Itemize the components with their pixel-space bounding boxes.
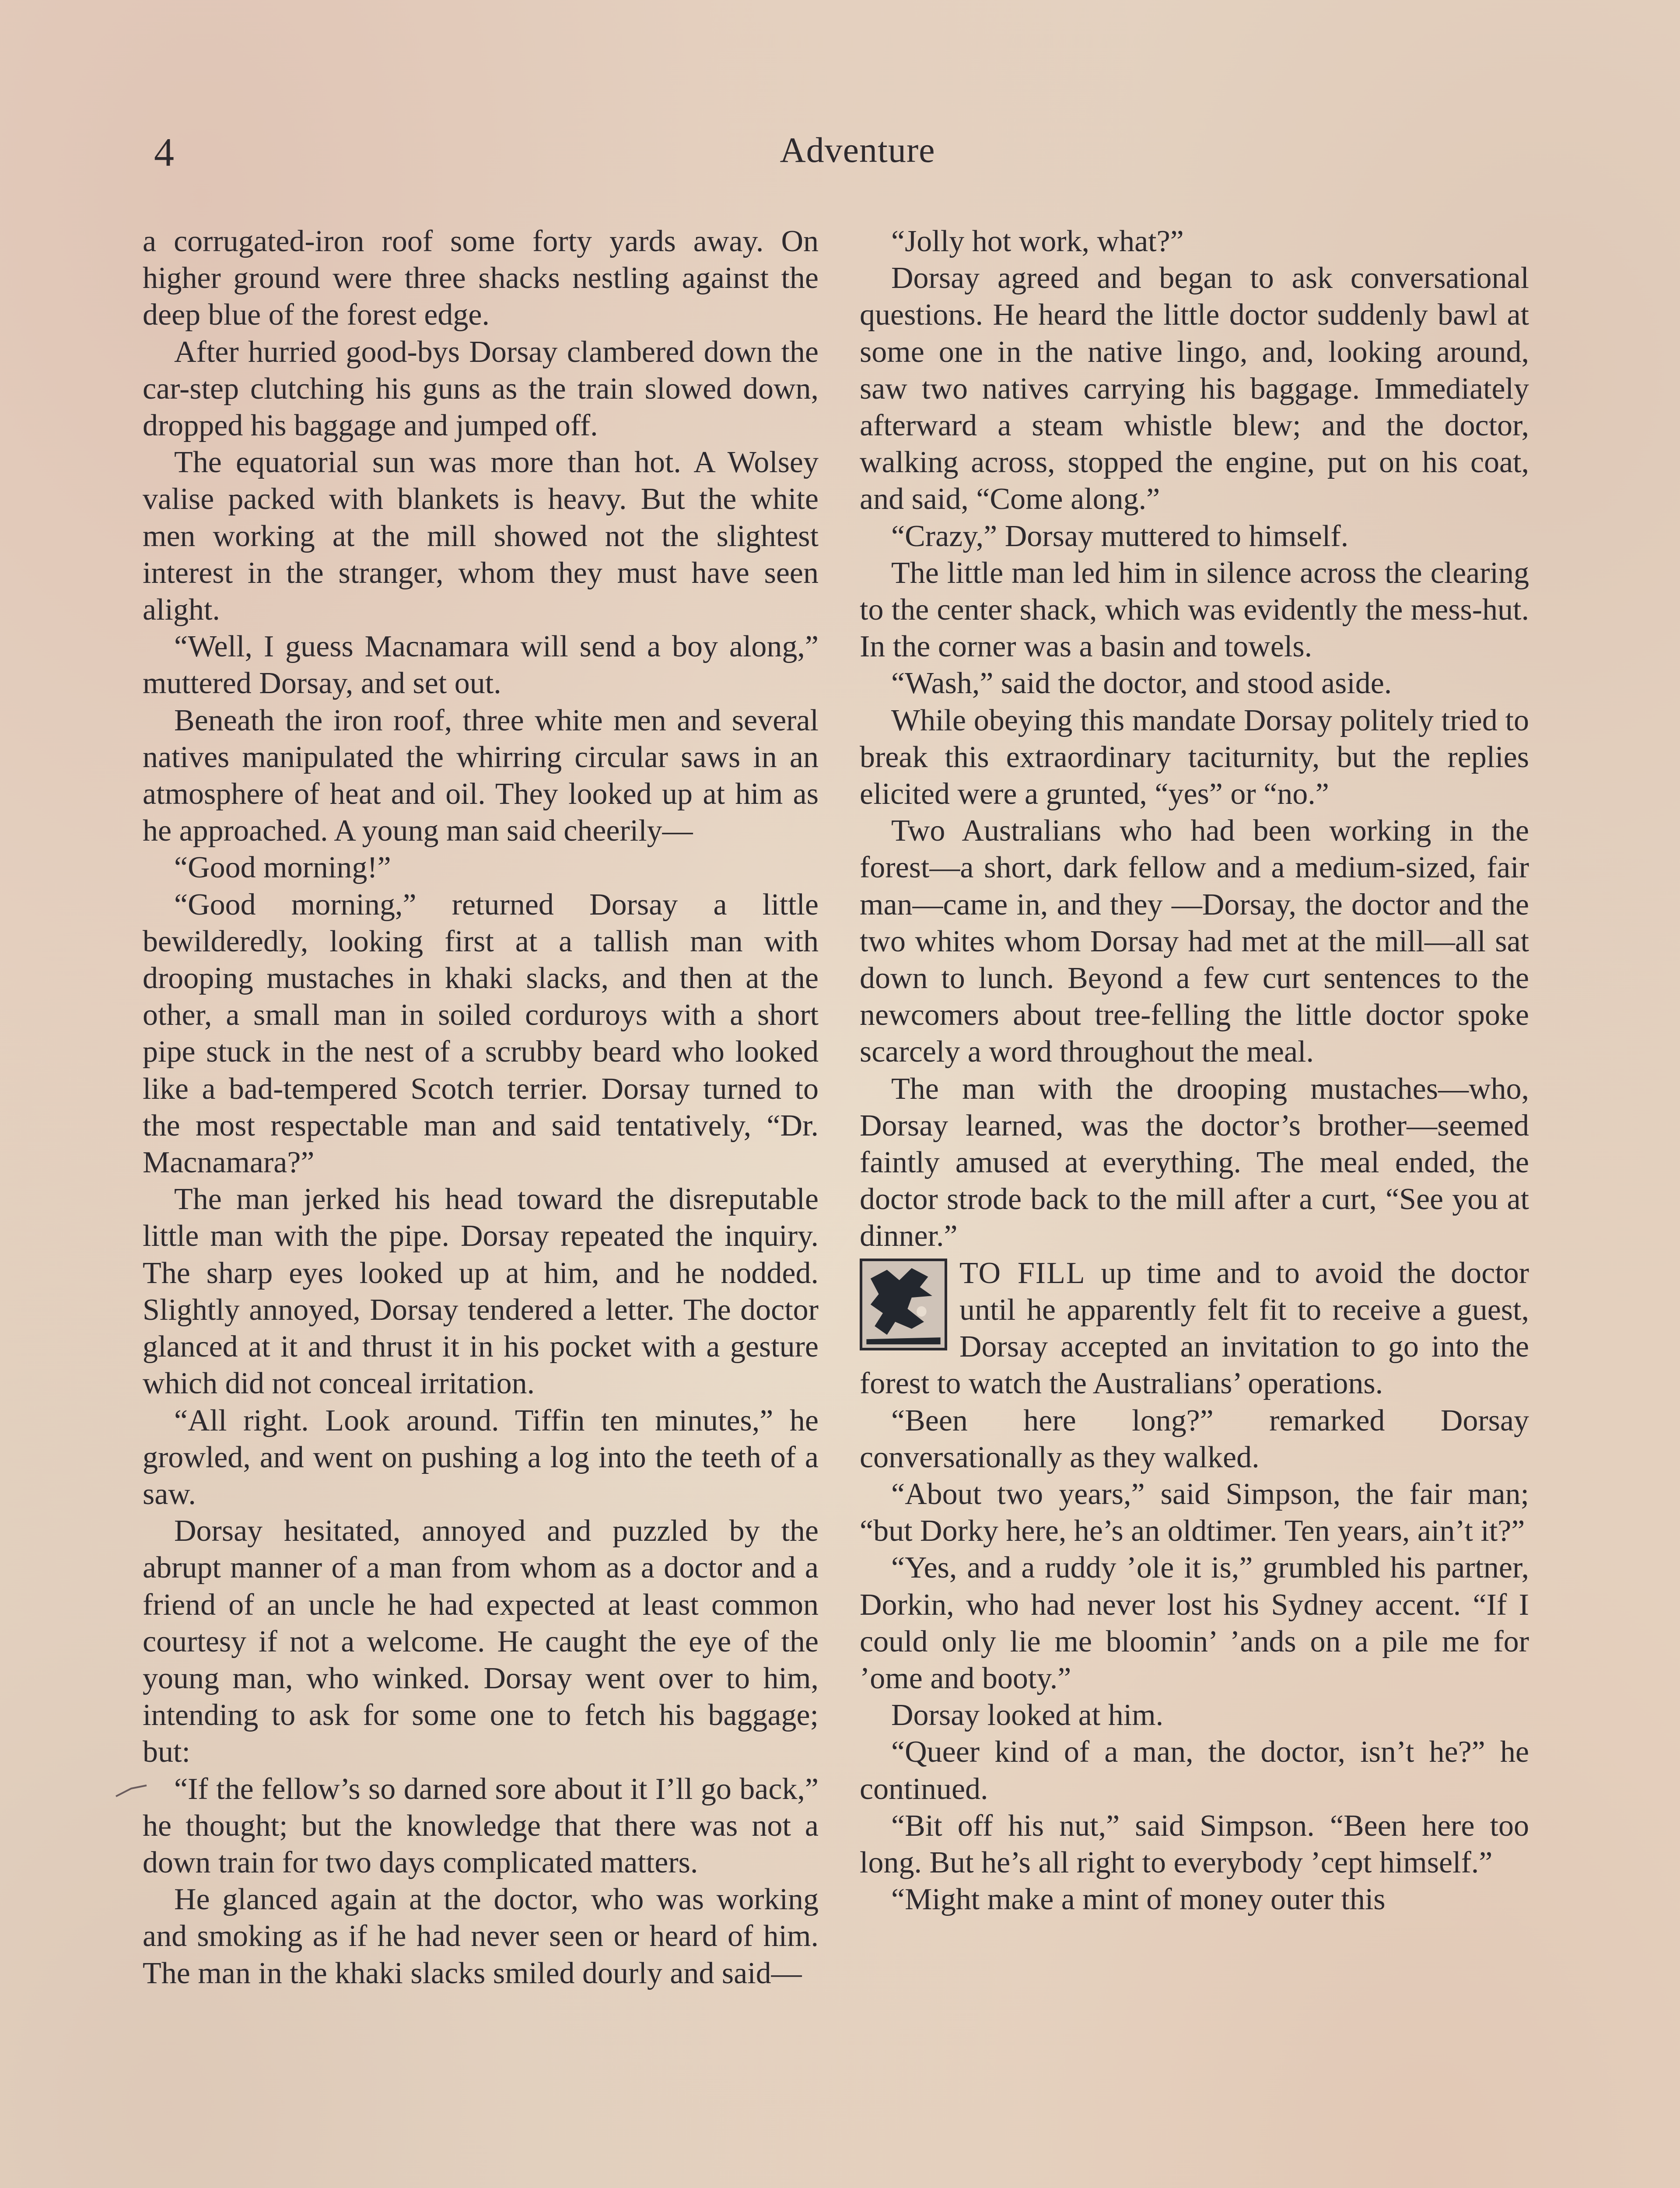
paragraph: “Well, I guess Macnamara will send a boy along,” muttered Dorsay, and set out.	[143, 630, 819, 701]
paragraph: a corrugated-iron roof some forty yards away. On higher ground were three shacks nestling against the deep blue of the forest edge.	[143, 224, 819, 332]
paragraph: “If the fellow’s so darned sore about it I’ll go back,” he thought; but the knowledge that there was not a down train for two days complicated matters.	[143, 1772, 819, 1879]
paragraph: Beneath the iron roof, three white men and several natives manipulated the whirring circular saws in an atmosphere of heat and oil. They looked up at him as he approached. A young man said cheerily—	[143, 703, 819, 848]
paragraph: Two Australians who had been working in the forest—a short, dark fellow and a medium-sized, fair man—came in, and they —Dorsay, the doctor and the two whites whom Dorsay had met at the mill—all sat down to lunch. Beyond a few curt sentences to the newcomers about tree-felling the little doctor spoke scarcely a word throughout the meal.	[860, 814, 1529, 1069]
woodcut-scene-icon	[860, 1259, 947, 1350]
paragraph: The equatorial sun was more than hot. A Wolsey valise packed with blankets is heavy. But the white men working at the mill showed not the slightest interest in the stranger, whom they must have seen alight.	[143, 445, 819, 627]
pencil-mark-icon	[114, 1783, 149, 1801]
paragraph: The man with the drooping mustaches—who, Dorsay learned, was the doctor’s brother—seemed faintly amused at everything. The meal ended, the doctor strode back to the mill after a curt, “See you at dinner.”	[860, 1072, 1529, 1253]
paragraph: After hurried good-bys Dorsay clambered down the car-step clutching his guns as the train slowed down, dropped his baggage and jumped off.	[143, 335, 819, 443]
running-head: Adventure	[780, 130, 935, 170]
paragraph: “Crazy,” Dorsay muttered to himself.	[891, 519, 1349, 553]
paragraph: Dorsay agreed and began to ask conversational questions. He heard the little doctor suddenly bawl at some one in the native lingo, and, looking around, saw two natives carrying his baggage. Immediately afterward a steam whistle blew; and the doctor, walking across, stopped the engine, put on his coat, and said, “Come along.”	[860, 261, 1529, 516]
paragraph: He glanced again at the doctor, who was working and smoking as if he had never seen or heard of him. The man in the khaki slacks smiled dourly and said—	[143, 1883, 819, 1990]
paragraph-text: up time and to avoid the doctor until he apparently felt fit to receive a guest, Dorsay accepted an invitation to go into the forest to watch the Australians’ operations.	[860, 1256, 1529, 1401]
paragraph	[860, 1255, 1529, 1403]
section-lead-in: TO FILL	[959, 1256, 1086, 1290]
paragraph: While obeying this mandate Dorsay politely tried to break this extraordinary taciturnity, but the replies elicited were a grunted, “yes” or “no.”	[860, 703, 1529, 811]
paragraph: “Queer kind of a man, the doctor, isn’t he?” he continued.	[860, 1735, 1529, 1806]
paragraph: “All right. Look around. Tiffin ten minutes,” he growled, and went on pushing a log into the teeth of a saw.	[143, 1403, 819, 1511]
paragraph: “Bit off his nut,” said Simpson. “Been here too long. But he’s all right to everybody ’cept himself.”	[860, 1809, 1529, 1879]
paragraph: The man jerked his head toward the disreputable little man with the pipe. Dorsay repeated the inquiry. The sharp eyes looked up at him, and he nodded. Slightly annoyed, Dorsay tendered a letter. The doctor glanced at it and thrust it in his pocket with a gesture which did not conceal irritation.	[143, 1182, 819, 1401]
paragraph: The little man led him in silence across the clearing to the center shack, which was evidently the mess-hut. In the corner was a basin and towels.	[860, 556, 1529, 664]
paragraph: “Good morning,” returned Dorsay a little bewilderedly, looking first at a tallish man with drooping mustaches in khaki slacks, and then at the other, a small man in soiled corduroys with a short pipe stuck in the nest of a scrubby beard who looked like a bad-tempered Scotch terrier. Dorsay turned to the most respectable man and said tentatively, “Dr. Macnamara?”	[143, 887, 819, 1180]
left-column	[143, 223, 819, 1992]
paragraph: Dorsay hesitated, annoyed and puzzled by the abrupt manner of a man from whom as a doctor and a friend of an uncle he had expected at least common courtesy if not a welcome. He caught the eye of the young man, who winked. Dorsay went over to him, intending to ask for some one to fetch his baggage; but:	[143, 1514, 819, 1769]
paragraph: “Might make a mint of money outer this	[891, 1883, 1386, 1917]
paragraph: “Jolly hot work, what?”	[891, 224, 1184, 258]
paragraph: “About two years,” said Simpson, the fair man; “but Dorky here, he’s an oldtimer. Ten years, ain’t it?”	[860, 1477, 1529, 1548]
paragraph: “Good morning!”	[174, 851, 391, 885]
page-number: 4	[154, 130, 174, 175]
paragraph: “Yes, and a ruddy ’ole it is,” grumbled his partner, Dorkin, who had never lost his Sydney accent. “If I could only lie me bloomin’ ’ands on a pile me for ’ome and booty.”	[860, 1551, 1529, 1695]
right-column	[860, 223, 1529, 1918]
paragraph: “Been here long?” remarked Dorsay conversationally as they walked.	[860, 1403, 1529, 1474]
paragraph: “Wash,” said the doctor, and stood aside.	[891, 666, 1392, 701]
paragraph: Dorsay looked at him.	[891, 1698, 1164, 1732]
